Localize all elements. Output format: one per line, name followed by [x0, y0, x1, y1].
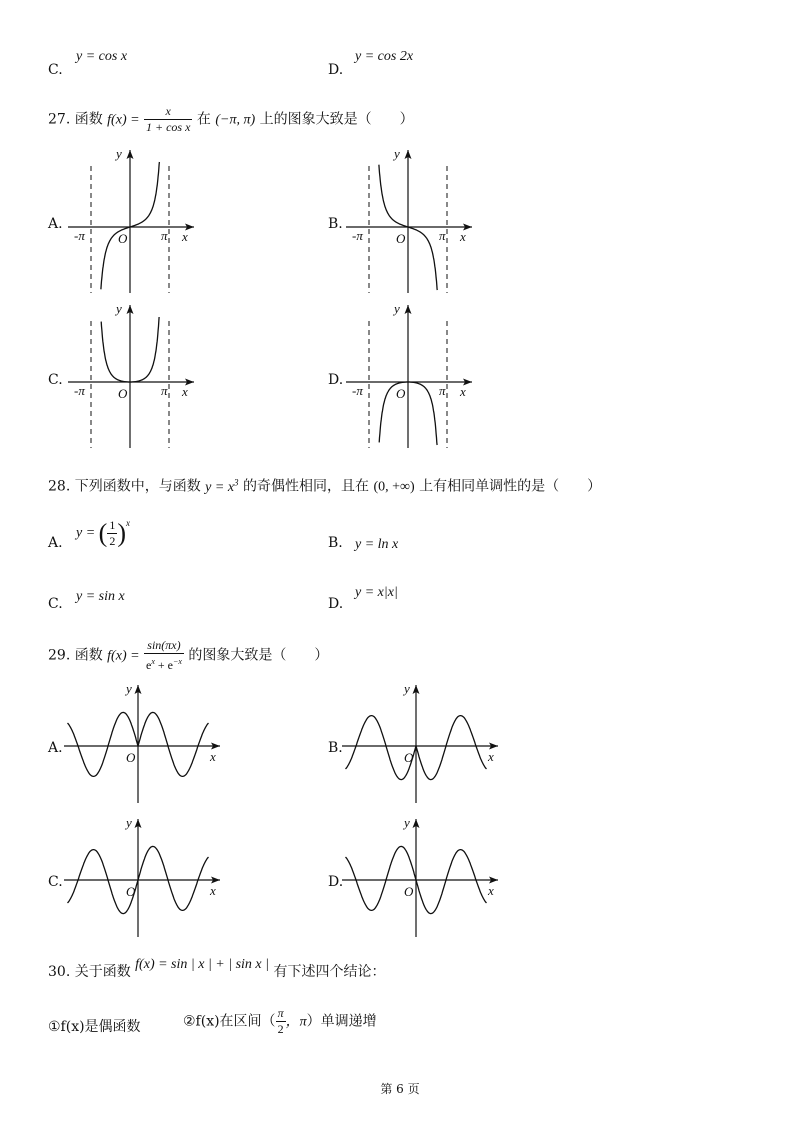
y-axis-label: y — [404, 815, 410, 830]
question-number: 27. — [48, 111, 71, 128]
stem-text: 函数 — [74, 647, 103, 664]
stem-text: 在 — [196, 111, 211, 128]
q29-option-b-label: B. — [328, 740, 343, 756]
y-axis-label: y — [394, 146, 400, 161]
origin-label: O — [396, 386, 406, 401]
interval: (−π, π) — [215, 112, 256, 128]
stem-text: 的奇偶性相同，且在 — [243, 478, 369, 495]
x-axis-label: x — [488, 883, 494, 898]
option-c-label: C. — [48, 62, 63, 78]
interval: (0, +∞) — [373, 479, 415, 495]
option-d-expr: y = cos 2x — [355, 49, 414, 64]
tick-label: π — [439, 228, 446, 243]
q27-option-b-label: B. — [328, 216, 343, 232]
fraction — [144, 638, 184, 673]
origin-label: O — [126, 750, 136, 765]
fraction-denominator: $e^x + e^{-x}$ — [146, 657, 182, 672]
tick-label: π — [439, 383, 446, 398]
x-axis-label: x — [182, 384, 188, 399]
question-29-stem — [48, 638, 328, 673]
x-axis-label: x — [210, 883, 216, 898]
q28-option-b-expr: y = ln x — [355, 537, 399, 552]
option-c-expr: y = cos x — [76, 49, 128, 64]
q29-option-c-label: C. — [48, 874, 63, 890]
q30-conclusion-1: ①f(x)是偶函数 — [48, 1019, 141, 1035]
function-name: f(x) = — [107, 112, 140, 128]
x-axis-label: x — [210, 749, 216, 764]
q28-option-d-expr: y = x|x| — [355, 585, 398, 600]
q27-graph-d — [346, 303, 486, 448]
y-axis-label: y — [394, 301, 400, 316]
stem-text: 函数 — [74, 111, 103, 128]
q28-option-c-expr: y = sin x — [76, 589, 125, 604]
stem-text: 有下述四个结论： — [273, 964, 386, 980]
tick-label: -π — [74, 228, 85, 243]
q28-option-a-expr: y = ( $\frac{1}{2}$ )$^x$ — [76, 518, 131, 548]
q30-conclusion-2: ②f(x)在区间（ $\frac{\pi}{2}$ ，π）单调递增 — [183, 1006, 377, 1036]
stem-text: 上有相同单调性的是（ ） — [419, 478, 602, 495]
x-axis-label: x — [460, 229, 466, 244]
tick-label: π — [161, 383, 168, 398]
q29-graph-c — [62, 817, 222, 937]
origin-label: O — [118, 231, 128, 246]
tick-label: -π — [352, 228, 363, 243]
option-d-label: D. — [328, 62, 344, 78]
q27-graph-b — [346, 148, 486, 293]
stem-text: 下列函数中，与函数 — [74, 478, 201, 495]
page-number: 第 6 页 — [380, 1082, 420, 1096]
x-axis-label: x — [182, 229, 188, 244]
fraction — [144, 104, 192, 135]
stem-text: 上的图象大致是（ ） — [259, 111, 414, 128]
function-expr: $y = x^3$ — [205, 477, 239, 495]
q27-option-a-label: A. — [48, 216, 63, 232]
question-number: 29. — [48, 647, 71, 664]
function-name: f(x) = — [107, 648, 140, 664]
question-number: 30. — [48, 964, 71, 980]
stem-text: 的图象大致是（ ） — [188, 647, 329, 664]
origin-label: O — [404, 884, 414, 899]
x-axis-label: x — [488, 749, 494, 764]
fraction-numerator: sin(πx) — [144, 638, 184, 654]
q29-option-d-label: D. — [328, 874, 344, 890]
function-expr: f(x) = sin | x | + | sin x | — [135, 957, 269, 972]
question-number: 28. — [48, 478, 71, 495]
q29-graph-d — [340, 817, 500, 937]
q27-option-c-label: C. — [48, 372, 63, 388]
y-axis-label: y — [404, 681, 410, 696]
tick-label: -π — [74, 383, 85, 398]
q29-graph-b — [340, 683, 500, 803]
stem-text: 关于函数 — [74, 964, 131, 980]
q29-option-a-label: A. — [48, 740, 63, 756]
tick-label: π — [161, 228, 168, 243]
q27-graph-a — [68, 148, 208, 293]
tick-label: -π — [352, 383, 363, 398]
q27-option-d-label: D. — [328, 372, 344, 388]
origin-label: O — [396, 231, 406, 246]
x-axis-label: x — [460, 384, 466, 399]
origin-label: O — [118, 386, 128, 401]
q27-graph-c — [68, 303, 208, 448]
question-30-stem — [48, 957, 386, 985]
q28-option-b-label: B. — [328, 535, 343, 551]
question-28-stem — [48, 470, 601, 500]
q28-option-a-label: A. — [48, 535, 63, 551]
y-axis-label: y — [126, 815, 132, 830]
question-27-stem — [48, 104, 414, 136]
origin-label: O — [126, 884, 136, 899]
q28-option-c-label: C. — [48, 596, 63, 612]
fraction-numerator: x — [144, 104, 192, 120]
origin-label: O — [404, 750, 414, 765]
q28-option-d-label: D. — [328, 596, 344, 612]
q29-graph-a — [62, 683, 222, 803]
y-axis-label: y — [126, 681, 132, 696]
y-axis-label: y — [116, 301, 122, 316]
fraction-denominator: 1 + cos x — [146, 120, 191, 134]
y-axis-label: y — [116, 146, 122, 161]
